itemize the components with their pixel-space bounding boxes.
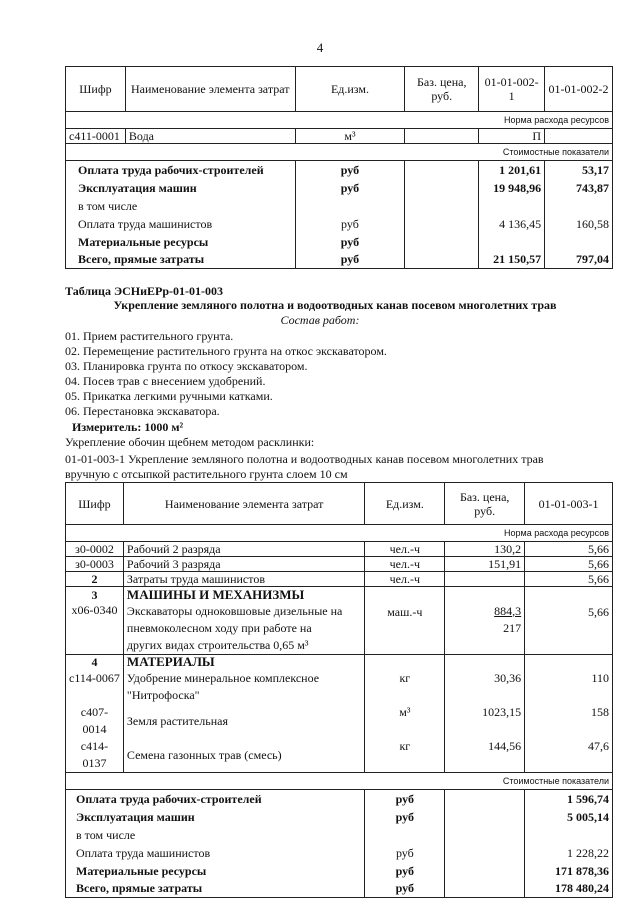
cost-unit [365,826,445,844]
cost-val-2: 797,04 [545,251,613,269]
cost-unit: руб [295,251,405,269]
works-item: 05. Прикатка легкими ручными катками. [65,389,273,403]
row-unit: м³ [295,129,405,144]
row-name-1: Удобрение минеральное комплексное [126,671,320,685]
cost-val-2: 743,87 [545,179,613,197]
row-name-2: "Нитрофоска" [126,688,200,702]
row-name: Рабочий 3 разряда [123,557,364,572]
table-row [66,880,613,898]
machine-name-1: Экскаваторы одноковшовые дизельные на [126,603,343,618]
cost-val: 171 878,36 [525,862,613,880]
row-val: 5,66 [525,572,613,587]
row-price: 151,91 [445,557,525,572]
cost-name: Материальные ресурсы [66,233,296,251]
row-price: 30,36 [445,670,525,704]
empty-cell [445,862,525,880]
row-price: 130,2 [445,542,525,557]
empty-cell [405,215,479,233]
header-unit: Ед.изм. [295,67,405,112]
norms-table-2 [65,482,613,898]
empty-cell [405,197,479,215]
machine-name-2: пневмоколесном ходу при работе на [126,620,312,635]
section-norms: Норма расхода ресурсов [66,525,613,542]
row-unit: м³ [365,704,445,738]
cost-name: в том числе [66,826,365,844]
row-price: 144,56 [445,738,525,773]
cost-name: Всего, прямые затраты [66,251,296,269]
cost-val [525,826,613,844]
row-price [445,572,525,587]
cost-unit: руб [295,161,405,179]
note: Укрепление обочин щебнем методом расклинки: [65,435,315,449]
empty-cell [445,587,525,603]
machine-name-3: других видах строительства 0,65 м³ [126,637,309,652]
row-code: з0-0003 [66,557,124,572]
row-code: с411-0001 [66,129,126,144]
table-row [66,215,613,233]
cost-name: Эксплуатация машин [66,808,365,826]
cost-unit: руб [295,233,405,251]
table-row [66,704,613,738]
header-unit: Ед.изм. [365,483,445,525]
cost-val-1: 1 201,61 [479,161,545,179]
cost-unit: руб [365,844,445,862]
row-price [405,129,479,144]
empty-cell [445,808,525,826]
row-val-1: П [479,129,545,144]
header-price: Баз. цена, руб. [405,67,479,112]
machines-num: 3 [66,587,124,603]
table-row [66,826,613,844]
works-item: 03. Планировка грунта по откосу экскаватором. [65,359,308,373]
works-item: 02. Перемещение растительного грунта на откос экскаватором. [65,344,387,358]
header-name: Наименование элемента затрат [125,67,295,112]
table-row [66,790,613,808]
section-norms: Норма расхода ресурсов [66,112,613,129]
machine-unit: маш.-ч [365,603,445,655]
cost-val-2: 53,17 [545,161,613,179]
table-row [66,572,613,587]
cost-name: Материальные ресурсы [66,862,365,880]
cost-unit: руб [365,808,445,826]
row-name-1: Семена газонных трав (смесь) [126,747,282,762]
row-unit: чел.-ч [365,542,445,557]
row-code: з0-0002 [66,542,124,557]
header-code: Шифр [66,483,124,525]
cost-val: 178 480,24 [525,880,613,898]
works-label: Состав работ: [280,313,360,327]
table-row [66,557,613,572]
row-name: Рабочий 2 разряда [123,542,364,557]
empty-cell [445,826,525,844]
row-name: Вода [125,129,295,144]
row-price: 1023,15 [445,704,525,738]
table-row [66,251,613,269]
works-item: 01. Прием растительного грунта. [65,329,234,343]
section-title: Укрепление земляного полотна и водоотводных канав посевом многолетних трав [113,298,557,312]
header-col-2: 01-01-002-2 [545,67,613,112]
desc-2: вручную с отсыпкой растительного грунта слоем 10 см [65,467,348,481]
cost-unit: руб [295,215,405,233]
table-row [66,542,613,557]
row-code: с407-0014 [66,704,124,738]
cost-val-1: 19 948,96 [479,179,545,197]
works-list [65,329,387,419]
cost-name: Оплата труда машинистов [66,215,296,233]
row-name [123,670,364,704]
cost-name: в том числе [66,197,296,215]
cost-rows [66,161,613,269]
row-val: 158 [525,704,613,738]
table-title: Таблица ЭСНиЕРр-01-01-003 [65,284,224,298]
table-row [66,670,613,704]
row-unit: чел.-ч [365,557,445,572]
row-val: 47,6 [525,738,613,773]
row-val-2 [545,129,613,144]
machine-price-2: 217 [503,620,522,635]
cost-unit [295,197,405,215]
row-name [123,704,364,738]
cost-name: Оплата труда машинистов [66,844,365,862]
row-val: 5,66 [525,542,613,557]
norms-table-1 [65,66,613,269]
row-name: Затраты труда машинистов [123,572,364,587]
row-val: 5,66 [525,557,613,572]
cost-unit: руб [365,862,445,880]
cost-unit: руб [295,179,405,197]
section-costs: Стоимостные показатели [66,144,613,161]
cost-val-2 [545,233,613,251]
empty-cell [405,161,479,179]
table-row [66,197,613,215]
machine-price: 884,3 [494,603,522,618]
table-row [66,808,613,826]
page-number: 4 [316,40,324,55]
cost-name: Оплата труда рабочих-строителей [66,790,365,808]
materials-num: 4 [66,654,124,670]
row-code: с414-0137 [66,738,124,773]
row-code: с114-0067 [66,670,124,704]
cost-val-1 [479,197,545,215]
table-row [66,233,613,251]
meter: Измеритель: 1000 м² [72,420,184,434]
empty-cell [525,587,613,603]
works-item: 06. Перестановка экскаватора. [65,404,220,418]
row-name-1: Земля растительная [126,713,228,728]
empty-cell [445,844,525,862]
machines-heading: МАШИНЫ И МЕХАНИЗМЫ [123,587,364,603]
cost-val-1: 4 136,45 [479,215,545,233]
works-item: 04. Посев трав с внесением удобрений. [65,374,266,388]
empty-cell [445,790,525,808]
table-row [66,161,613,179]
cost-unit: руб [365,790,445,808]
empty-cell [365,654,445,670]
table-row [66,738,613,773]
header-name: Наименование элемента затрат [123,483,364,525]
cost-val: 1 228,22 [525,844,613,862]
cost-val-1 [479,233,545,251]
table-row [66,179,613,197]
cost-val-2: 160,58 [545,215,613,233]
empty-cell [405,179,479,197]
header-col-1: 01-01-003-1 [525,483,613,525]
empty-cell [525,654,613,670]
row-val: 110 [525,670,613,704]
cost-unit: руб [365,880,445,898]
cost-val: 5 005,14 [525,808,613,826]
row-unit: кг [365,670,445,704]
section-costs: Стоимостные показатели [66,773,613,790]
empty-cell [445,880,525,898]
header-col-1: 01-01-002-1 [479,67,545,112]
cost-name: Оплата труда рабочих-строителей [66,161,296,179]
row-unit: кг [365,738,445,773]
row-code: 2 [66,572,124,587]
machine-code: х06-0340 [66,603,124,655]
empty-cell [405,251,479,269]
empty-cell [365,587,445,603]
cost-val-2 [545,197,613,215]
empty-cell [445,654,525,670]
table-row [66,129,613,144]
material-rows [66,670,613,773]
row-unit: чел.-ч [365,572,445,587]
empty-cell [405,233,479,251]
cost-val-1: 21 150,57 [479,251,545,269]
header-price: Баз. цена, руб. [445,483,525,525]
table-row [66,862,613,880]
cost-name: Эксплуатация машин [66,179,296,197]
table-row [66,844,613,862]
row-name [123,738,364,773]
materials-heading: МАТЕРИАЛЫ [123,654,364,670]
cost-rows [66,790,613,898]
labor-rows [66,542,613,587]
header-code: Шифр [66,67,126,112]
cost-name: Всего, прямые затраты [66,880,365,898]
cost-val: 1 596,74 [525,790,613,808]
desc-1: 01-01-003-1 Укрепление земляного полотна и водоотводных канав посевом многолетних трав [65,452,544,466]
machine-val: 5,66 [525,603,613,655]
